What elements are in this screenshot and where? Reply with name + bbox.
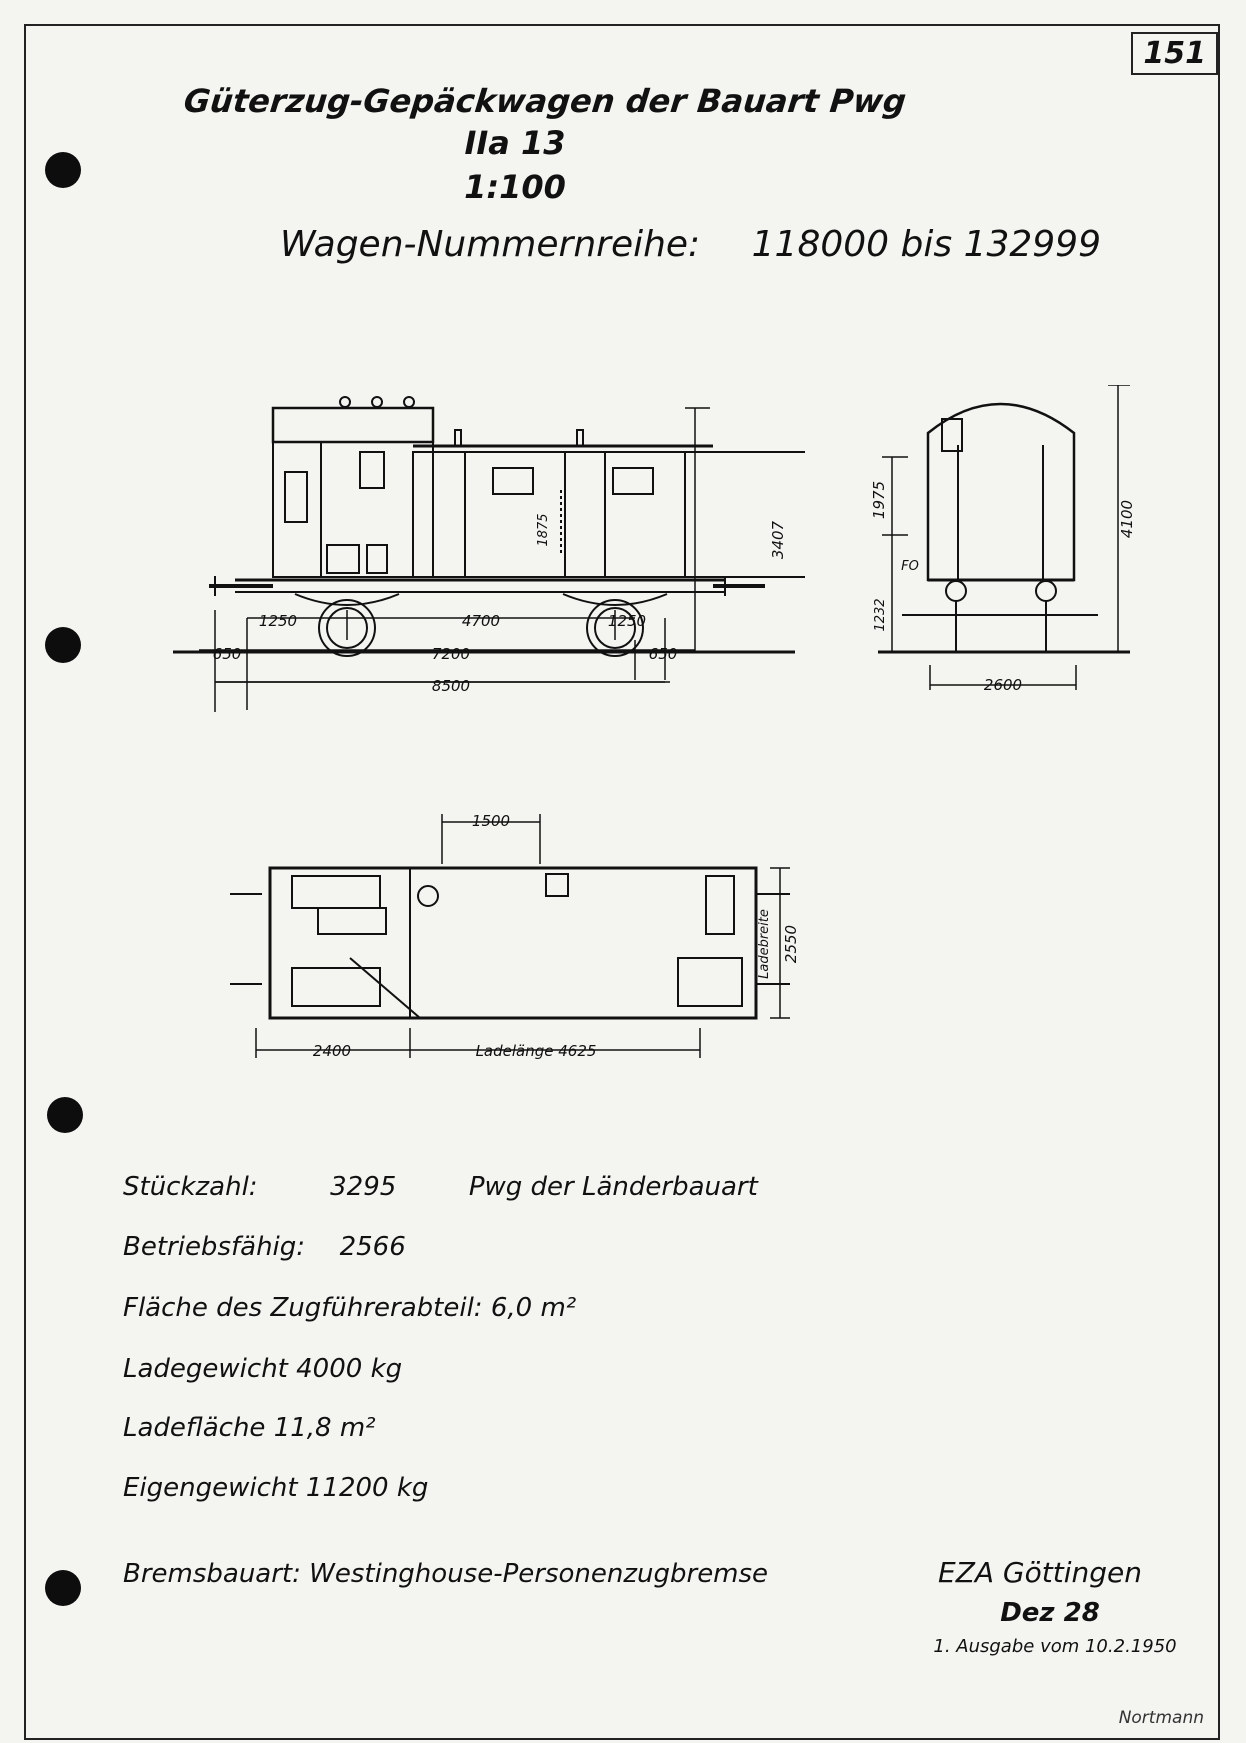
- dim-compartment: 2400: [312, 1042, 352, 1060]
- dim-buffer-right: 650: [648, 645, 678, 663]
- spec-guard-compartment-area: [123, 1293, 576, 1323]
- dim-load-length: Ladelänge 4625: [475, 1042, 597, 1060]
- dim-door-width: 1500: [471, 812, 511, 830]
- drawing-scale: 1:100: [464, 168, 566, 206]
- dim-wheelbase: 4700: [461, 612, 501, 630]
- dim-body-length: 7200: [431, 645, 471, 663]
- dim-axle-overhang-left: 1250: [258, 612, 298, 630]
- spec-label: Ladegewicht: [123, 1354, 288, 1384]
- dim-end-width: 2600: [983, 676, 1023, 694]
- document-title: Güterzug-Gepäckwagen der Bauart Pwg: [182, 82, 908, 120]
- punch-hole: [45, 627, 81, 663]
- dim-load-width: 2550: [782, 924, 800, 964]
- signature: Nortmann: [1118, 1708, 1204, 1728]
- dim-load-width-label: Ladebreite: [757, 909, 772, 979]
- spec-value: 4000 kg: [296, 1354, 403, 1384]
- spec-operational: [123, 1232, 406, 1262]
- spec-value: 11200 kg: [305, 1473, 429, 1503]
- dim-end-height: 4100: [1118, 499, 1136, 539]
- spec-label: Ladefläche: [123, 1413, 266, 1443]
- spec-label: Bremsbauart:: [123, 1559, 301, 1589]
- spec-value: 2566: [339, 1232, 406, 1262]
- spec-extra: Pwg der Länderbauart: [468, 1172, 758, 1202]
- dim-height: 3407: [769, 520, 787, 560]
- spec-value: Westinghouse-Personenzugbremse: [309, 1559, 769, 1589]
- document-subtitle: IIa 13: [464, 124, 566, 162]
- spec-label: Eigengewicht: [123, 1473, 298, 1503]
- spec-label: Betriebsfähig:: [123, 1232, 306, 1262]
- series-label: Wagen-Nummernreihe:: [280, 224, 701, 265]
- dim-end-lower: 1232: [873, 598, 888, 632]
- spec-value: 3295: [330, 1172, 397, 1202]
- spec-quantity: [123, 1172, 758, 1202]
- page-number: 151: [1131, 32, 1218, 75]
- dim-total-length: 8500: [431, 677, 471, 695]
- spec-label: Stückzahl:: [123, 1172, 258, 1202]
- spec-value: 11,8 m²: [273, 1413, 376, 1443]
- office-name: EZA Göttingen: [938, 1556, 1142, 1589]
- plan-view-drawing: [230, 808, 820, 1078]
- dim-buffer-left: 650: [212, 645, 242, 663]
- dim-fo-label: FO: [901, 559, 919, 574]
- spec-value: 6,0 m²: [490, 1293, 577, 1323]
- side-view-drawing: [165, 380, 805, 770]
- end-view-drawing: [868, 385, 1138, 715]
- spec-tare-weight: [123, 1473, 428, 1503]
- series-range: 118000 bis 132999: [751, 224, 1101, 265]
- spec-brake-type: [123, 1559, 768, 1589]
- punch-hole: [45, 1570, 81, 1606]
- office-department: Dez 28: [1000, 1598, 1100, 1628]
- edition-note: 1. Ausgabe vom 10.2.1950: [933, 1636, 1177, 1657]
- spec-load-weight: [123, 1354, 402, 1384]
- spec-label: Fläche des Zugführerabteil:: [123, 1293, 483, 1323]
- wagon-number-series: [280, 224, 1101, 265]
- punch-hole: [47, 1097, 83, 1133]
- dim-axle-overhang-right: 1250: [607, 612, 647, 630]
- spec-load-area: [123, 1413, 376, 1443]
- dim-door-height: 1875: [536, 513, 551, 547]
- dim-end-upper: 1975: [870, 480, 888, 520]
